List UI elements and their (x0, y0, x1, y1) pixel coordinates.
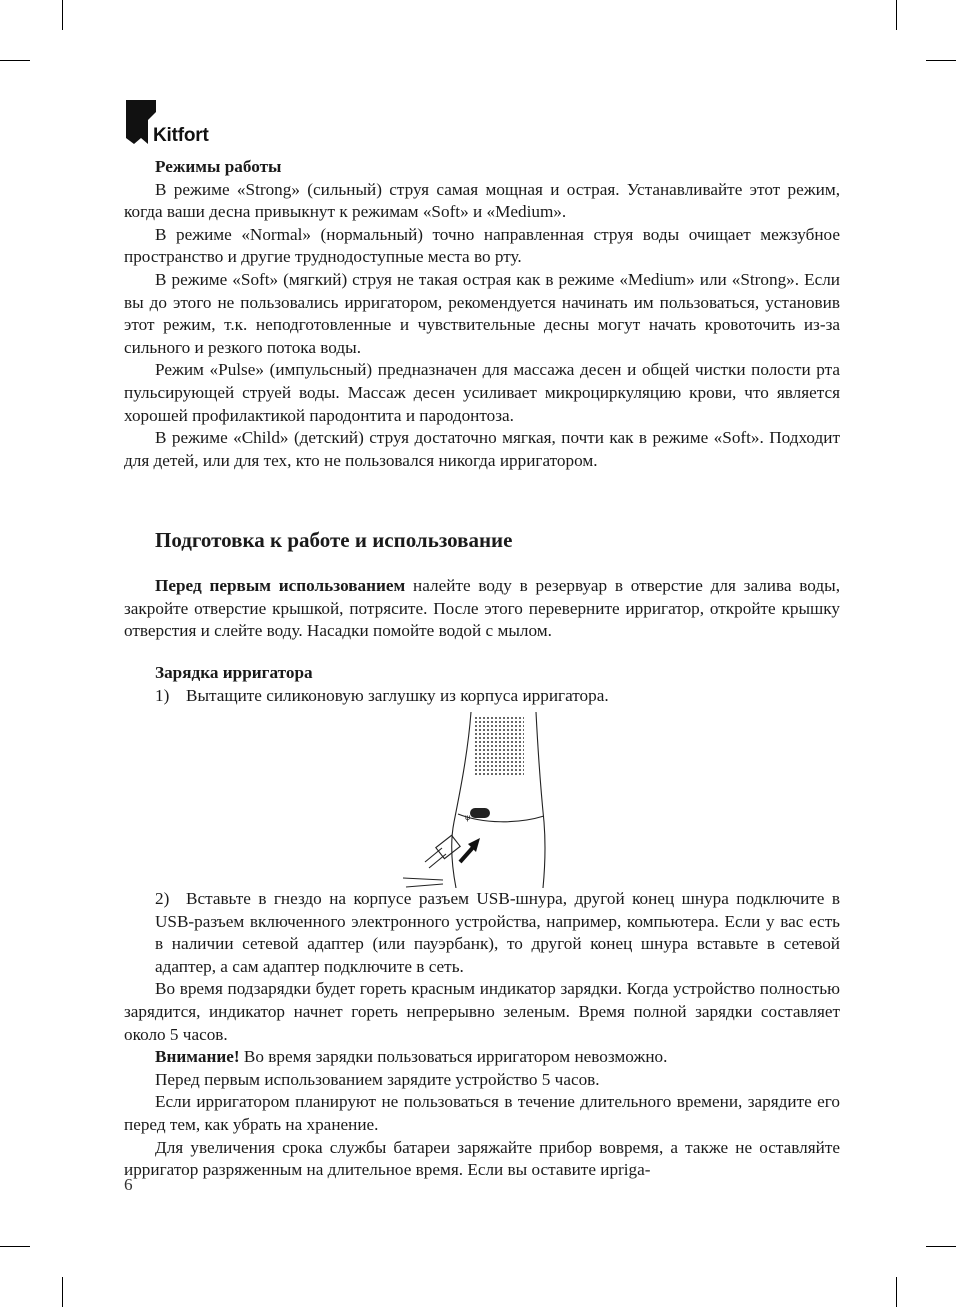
paragraph-indicator: Во время подзарядки будет гореть красным индикатор зарядки. Когда устройство полностью зарядится, индикатор начнет гореть непрерывно зеленым. Время полной зарядки составляет около 5 часов. (124, 979, 840, 1044)
warning-bold: Внимание! (155, 1047, 240, 1067)
svg-text:ψ: ψ (465, 813, 471, 822)
section-heading-charging: Зарядка ирригатора (155, 663, 313, 682)
page-title: Подготовка к работе и использование (155, 528, 513, 552)
crop-mark (0, 1246, 30, 1247)
paragraph-battery: Для увеличения срока службы батареи заряжайте прибор вовремя, а также не оставляйте ирригатор разряженным на длительное время. Если вы оставите ирriga- (124, 1137, 840, 1180)
paragraph-pulse: Режим «Pulse» (импульсный) предназначен для массажа десен и общей чистки полости рта пульсирующей струей воды. Массаж десен усиливает микроциркуляцию крови, что является хорошей профилактикой пародонтита и пародонтоза. (124, 360, 840, 425)
paragraph-first-use (124, 575, 840, 643)
list-item (124, 685, 840, 708)
section-heading-modes: Режимы работы (155, 157, 282, 176)
irrigator-usb-illustration (398, 712, 558, 888)
kitfort-logo (126, 100, 246, 148)
list-item-text: Вытащите силиконовую заглушку из корпуса ирригатора. (186, 685, 609, 705)
charging-heading-block (124, 662, 840, 707)
crop-mark (0, 60, 30, 61)
list-number: 2) (155, 889, 170, 908)
paragraph-soft: В режиме «Soft» (мягкий) струя не такая острая как в режиме «Medium» или «Strong». Если вы до этого не пользовались ирригатором, рекомендуется начинать им пользоваться, установив этот режим, т.к. неподготовленные и чувствительные десны могут начать кровоточить из-за сильного и резкого потока воды. (124, 269, 840, 357)
charging-instructions (124, 888, 840, 1182)
crop-mark (926, 60, 956, 61)
first-use-bold: Перед первым использованием (155, 576, 406, 595)
crop-mark (62, 0, 63, 30)
warning-text: Во время зарядки пользоваться ирригатором невозможно. (239, 1047, 668, 1067)
prep-heading-block (124, 527, 840, 553)
list-item (124, 888, 840, 978)
crop-mark (896, 1277, 897, 1307)
first-use-text: налейте воду в резервуар в отверстие для залива воды, закройте отверстие крышкой, потрясите. После этого переверните ирригатор, откройте крышку отверстия и слейте воду. Насадки помойте водой с мылом. (124, 576, 840, 641)
crop-mark (926, 1246, 956, 1247)
paragraph-child: В режиме «Child» (детский) струя достаточно мягкая, почти как в режиме «Soft». Подходит для детей, или для тех, кто не пользовался никогда ирригатором. (124, 428, 840, 470)
paragraph-storage: Если ирригатором планируют не пользоваться в течение длительного времени, зарядите его перед тем, как убрать на хранение. (124, 1092, 840, 1134)
list-number: 1) (155, 685, 170, 705)
paragraph-warning (124, 1046, 840, 1069)
paragraph-strong: В режиме «Strong» (сильный) струя самая мощная и острая. Устанавливайте этот режим, когда ваши десна привыкнут к режимам «Soft» и «Medium». (124, 179, 840, 222)
crop-mark (896, 0, 897, 30)
logo-mark-icon (126, 100, 156, 144)
modes-section (124, 156, 840, 472)
charging-port (470, 808, 490, 818)
crop-mark (62, 1277, 63, 1307)
insert-arrow-icon (460, 838, 480, 862)
list-item-text: Вставьте в гнездо на корпусе разъем USB-шнура, другой конец шнура подключите в USB-разъем включенного электронного устройства, например, компьютера. Если у вас есть в наличии сетевой адаптер (или пауэрбанк), то другой конец шнура вставьте в сетевой адаптер, а сам адаптер подключите в сеть. (155, 889, 840, 976)
speaker-grille (474, 716, 524, 776)
first-use-block (124, 575, 840, 643)
paragraph-normal: В режиме «Normal» (нормальный) точно направленная струя воды очищает межзубное пространство и другие труднодоступные места во рту. (124, 224, 840, 267)
page-number: 6 (124, 1175, 133, 1194)
brand-name: Kitfort (153, 125, 209, 146)
paragraph-first-charge: Перед первым использованием зарядите устройство 5 часов. (155, 1069, 600, 1089)
